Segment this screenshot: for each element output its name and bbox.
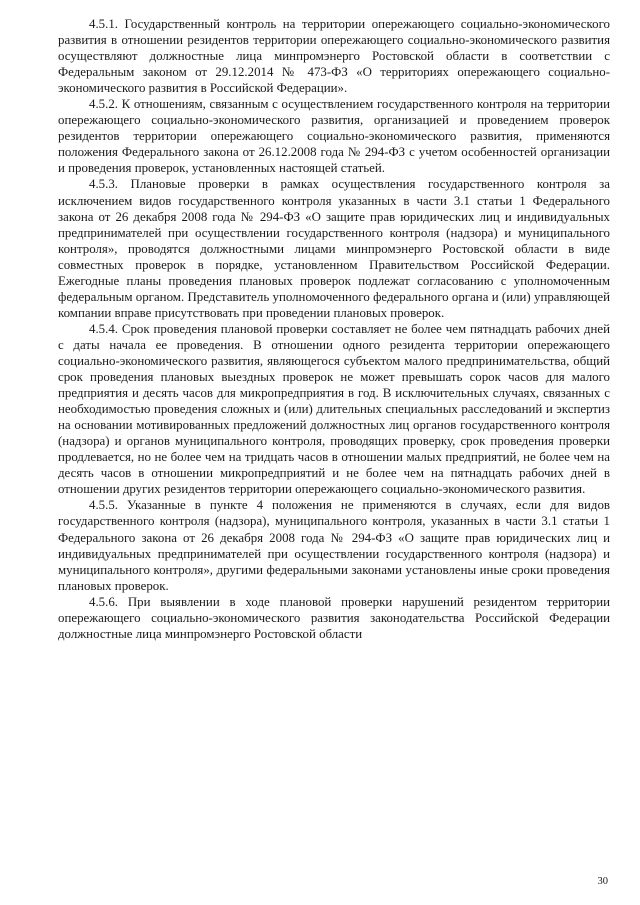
- paragraph-4-5-2: 4.5.2. К отношениям, связанным с осуществлением государственного контроля на территории опережающего социально-экономического развития, организацией и проведением проверок резидентов территории опережающего социально-экономического развития, применяются положения Федерального закона от 26.12.2008 года № 294-ФЗ с учетом особенностей организации и проведения проверок, установленных настоящей статьей.: [58, 97, 610, 176]
- paragraph-4-5-4: 4.5.4. Срок проведения плановой проверки составляет не более чем пятнадцать рабочих дней с даты начала ее проведения. В отношении одного резидента территории опережающего социально-экономического развития, являющегося субъектом малого предпринимательства, общий срок проведения плановых выездных проверок не может превышать сорок часов для малого предприятия и десять часов для микропредприятия в год. В исключительных случаях, связанных с необходимостью проведения сложных и (или) длительных специальных расследований и экспертиз на основании мотивированных предложений должностных лиц органов государственного контроля (надзора) и органов муниципального контроля, проводящих проверку, срок проведения проверки продлевается, но не более чем на тридцать часов в отношении малых предприятий, не более чем на десять часов в отношении микропредприятий и не более чем на пятнадцать рабочих дней в отношении других резидентов территории опережающего социально-экономического развития.: [58, 321, 610, 497]
- paragraph-4-5-5: 4.5.5. Указанные в пункте 4 положения не применяются в случаях, если для видов государственного контроля (надзора), муниципального контроля, указанных в части 3.1 статьи 1 Федерального закона от 26 декабря 2008 года № 294-ФЗ «О защите прав юридических лиц и индивидуальных предпринимателей при осуществлении государственного контроля (надзора) и муниципального контроля», другими федеральными законами установлены иные сроки проведения плановых проверок.: [58, 498, 610, 593]
- document-page: [58, 16, 610, 642]
- paragraph-4-5-6: 4.5.6. При выявлении в ходе плановой проверки нарушений резидентом территории опережающего социально-экономического развития законодательства Российской Федерации должностные лица минпромэнерго Ростовской области: [58, 594, 610, 641]
- page-number: 30: [597, 876, 608, 887]
- paragraph-4-5-3: 4.5.3. Плановые проверки в рамках осуществления государственного контроля за исключением видов государственного контроля указанных в части 3.1 статьи 1 Федерального закона от 26 декабря 2008 года № 294-ФЗ «О защите прав юридических лиц и индивидуальных предпринимателей при осуществлении государственного контроля (надзора) и муниципального контроля», проводятся должностными лицами минпромэнерго Ростовской области в виде совместных проверок в порядке, установленном Правительством Российской Федерации. Ежегодные планы проведения плановых проверок подлежат согласованию с уполномоченным федеральным органом. Представитель уполномоченного федерального органа и (или) управляющей компании вправе присутствовать при проведении плановых проверок.: [58, 177, 610, 320]
- paragraph-4-5-1: 4.5.1. Государственный контроль на территории опережающего социально-экономического развития в отношении резидентов территории опережающего социально-экономического развития осуществляют должностные лица минпромэнерго Ростовской области в соответствии с Федеральным законом от 29.12.2014 № 473-ФЗ «О территориях опережающего социально-экономического развития в Российской Федерации».: [58, 17, 610, 96]
